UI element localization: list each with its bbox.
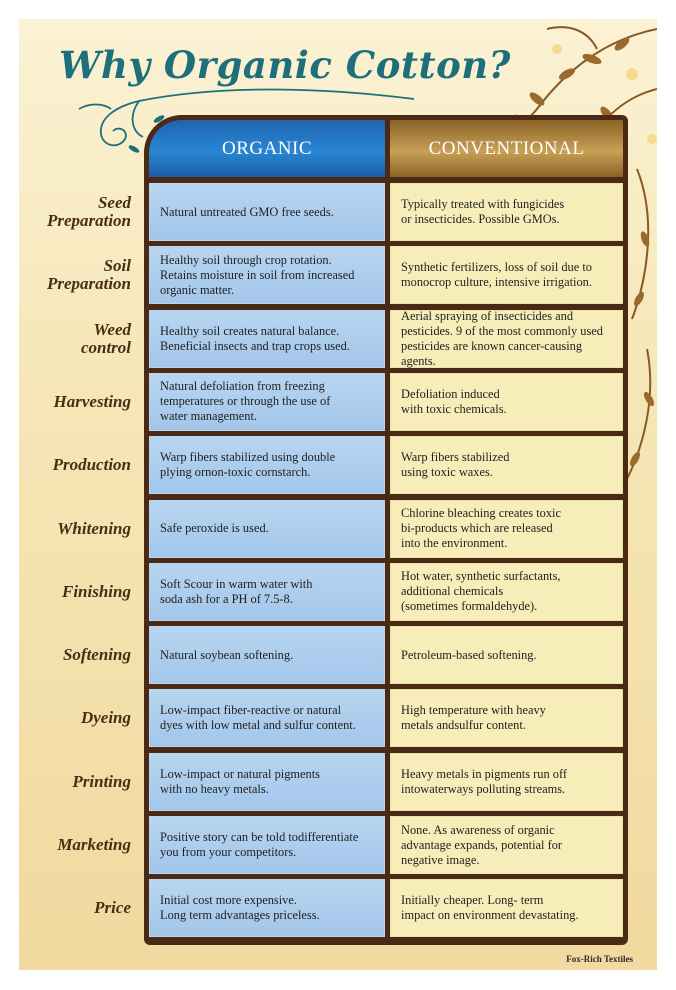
organic-text: Positive story can be told todifferentiate you from your competitors. — [160, 830, 359, 859]
credit-text: Fox-Rich Textiles — [566, 954, 633, 964]
row-label — [27, 879, 131, 937]
table-cell-conventional — [390, 689, 623, 747]
row-label-text: Price — [94, 898, 131, 918]
row-label-text: Weed control — [80, 319, 131, 357]
conventional-text: Synthetic fertilizers, loss of soil due to monocrop culture, intensive irrigation. — [401, 260, 592, 290]
row-label — [27, 183, 131, 241]
row-label-text: Softening — [62, 645, 131, 665]
table-cell-organic — [149, 689, 385, 747]
table-cell-organic — [149, 753, 385, 811]
row-label-text: Whitening — [57, 518, 131, 538]
poster — [19, 19, 657, 970]
row-label — [27, 563, 131, 621]
row-label — [27, 500, 131, 558]
row-label-text: Marketing — [57, 835, 131, 854]
organic-text: Soft Scour in warm water with soda ash for a PH of 7.5-8. — [160, 576, 313, 606]
row-label — [27, 626, 131, 684]
row-label — [27, 816, 131, 874]
table-cell-organic — [149, 436, 385, 494]
row-label-text: Dyeing — [80, 708, 131, 728]
table-cell-conventional — [390, 246, 623, 304]
conventional-text: Aerial spraying of insecticides and pesticides. 9 of the most commonly used pesticides are known cancer-causing agents. — [401, 308, 604, 368]
header-organic: ORGANIC — [149, 120, 385, 177]
conventional-text: Hot water, synthetic surfactants, additional chemicals (sometimes formaldehyde). — [401, 569, 561, 614]
organic-text: Warp fibers stabilized using double plying ornon-toxic cornstarch. — [160, 450, 336, 480]
table-cell-conventional — [390, 436, 623, 494]
page-title: Why Organic Cotton? — [59, 43, 511, 87]
row-label — [27, 689, 131, 747]
conventional-text: None. As awareness of organic advantage expands, potential for negative image. — [401, 822, 563, 867]
header-conventional: CONVENTIONAL — [390, 120, 623, 177]
table-cell-organic — [149, 373, 385, 431]
table-cell-organic — [149, 183, 385, 241]
table-cell-organic — [149, 310, 385, 368]
table-cell-conventional — [390, 879, 623, 937]
table-cell-conventional — [390, 373, 623, 431]
conventional-text: Typically treated with fungicides or insecticides. Possible GMOs. — [401, 197, 565, 226]
organic-text: Low-impact fiber-reactive or natural dyes with low metal and sulfur content. — [160, 703, 356, 733]
table-cell-conventional — [390, 626, 623, 684]
row-label-text: Soil Preparation — [46, 256, 131, 294]
conventional-text: Initially cheaper. Long- term impact on environment devastating. — [401, 893, 579, 923]
conventional-text: High temperature with heavy metals andsulfur content. — [401, 703, 546, 733]
table-cell-organic — [149, 246, 385, 304]
row-label-text: Printing — [72, 771, 131, 791]
organic-text: Safe peroxide is used. — [160, 521, 269, 535]
conventional-text: Chlorine bleaching creates toxic bi-products which are released into the environment. — [401, 506, 561, 550]
table-cell-conventional — [390, 183, 623, 241]
organic-text: Natural soybean softening. — [160, 647, 294, 662]
row-label-text: Seed Preparation — [46, 193, 131, 230]
table-cell-conventional — [390, 753, 623, 811]
row-label — [27, 373, 131, 431]
row-label — [27, 246, 131, 304]
comparison-table — [144, 115, 628, 945]
table-cell-organic — [149, 816, 385, 874]
conventional-text: Heavy metals in pigments run off intowaterways polluting streams. — [401, 766, 567, 796]
table-cell-conventional — [390, 500, 623, 558]
row-label-text: Production — [52, 455, 131, 475]
table-cell-organic — [149, 563, 385, 621]
table-cell-conventional — [390, 310, 623, 368]
organic-text: Healthy soil creates natural balance. Beneficial insects and trap crops used. — [160, 323, 350, 353]
row-label-text: Harvesting — [53, 391, 131, 411]
organic-text: Natural defoliation from freezing temperatures or through the use of water management. — [160, 379, 331, 424]
organic-text: Initial cost more expensive. Long term advantages priceless. — [160, 893, 320, 923]
conventional-text: Defoliation induced with toxic chemicals. — [401, 386, 507, 416]
row-label — [27, 436, 131, 494]
row-label — [27, 753, 131, 811]
table-cell-organic — [149, 879, 385, 937]
row-label — [27, 310, 131, 368]
organic-text: Healthy soil through crop rotation. Retains moisture in soil from increased organic matter. — [160, 252, 355, 297]
table-cell-organic — [149, 500, 385, 558]
row-label-text: Finishing — [62, 581, 131, 601]
table-cell-organic — [149, 626, 385, 684]
table-cell-conventional — [390, 816, 623, 874]
table-cell-conventional — [390, 563, 623, 621]
organic-text: Low-impact or natural pigments with no heavy metals. — [160, 766, 321, 796]
conventional-text: Warp fibers stabilized using toxic waxes. — [401, 450, 510, 480]
conventional-text: Petroleum-based softening. — [401, 647, 537, 662]
organic-text: Natural untreated GMO free seeds. — [160, 204, 334, 219]
